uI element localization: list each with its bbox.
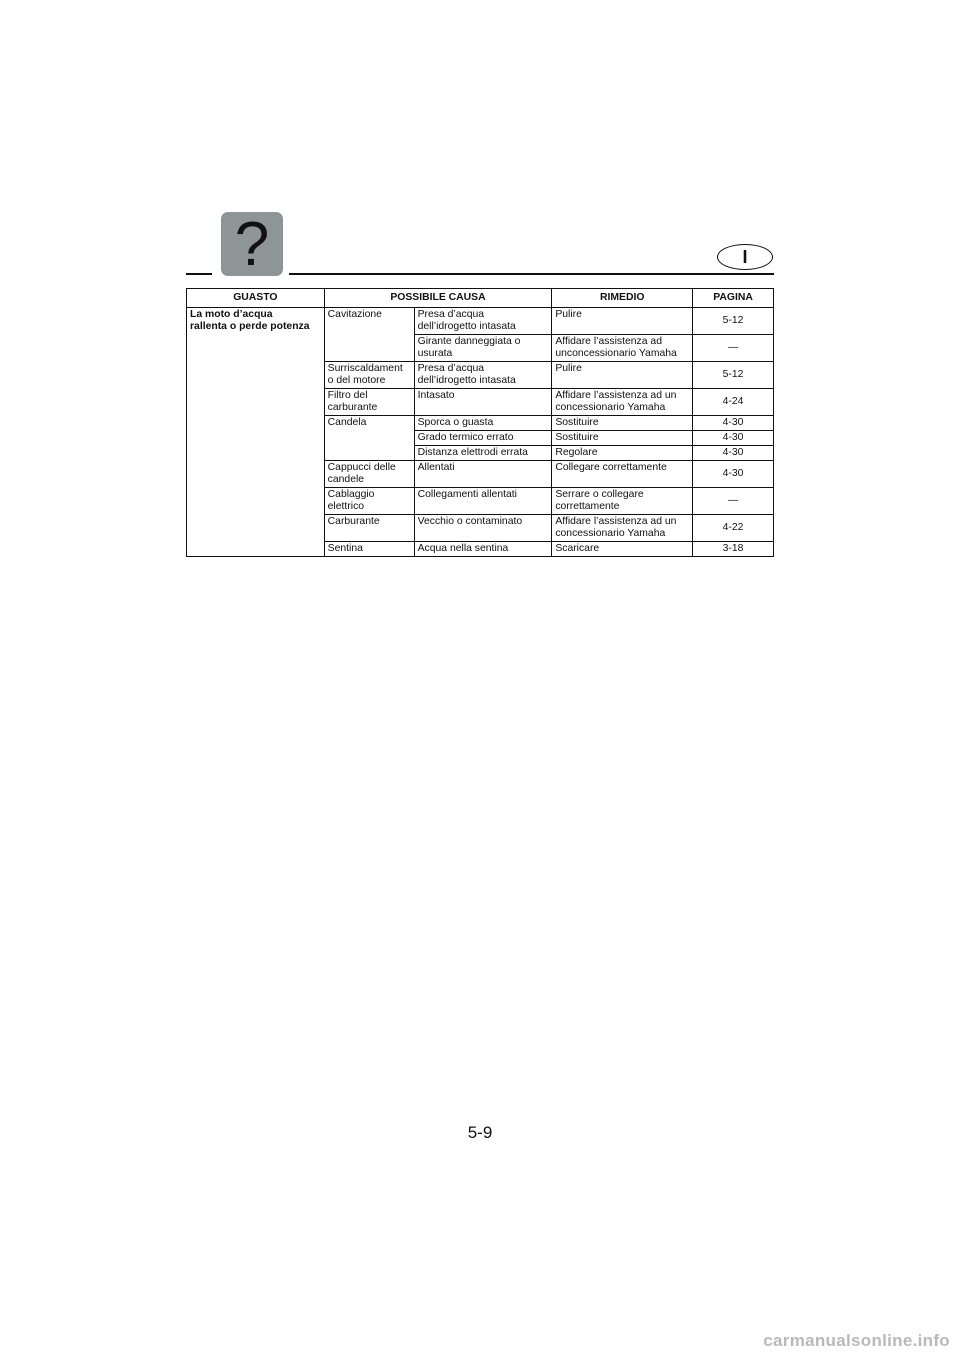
language-badge: I: [717, 244, 773, 270]
cause-cell: Cablaggio elettrico: [324, 488, 414, 515]
table-header-row: [187, 289, 774, 308]
page-cell: 3-18: [693, 542, 774, 557]
cause-detail-cell: Allentati: [414, 461, 552, 488]
page-cell: 5-12: [693, 362, 774, 389]
page-cell: 4-30: [693, 416, 774, 431]
troubleshooting-table: [186, 288, 774, 557]
remedy-cell: Affidare l’assistenza ad unconcessionario Yamaha: [552, 335, 693, 362]
cause-detail-cell: Intasato: [414, 389, 552, 416]
column-header-fault: GUASTO: [187, 289, 325, 308]
remedy-cell: Serrare o collegare correttamente: [552, 488, 693, 515]
header-rule-left: [186, 273, 212, 275]
remedy-cell: Affidare l’assistenza ad un concessionario Yamaha: [552, 389, 693, 416]
cause-cell: Cappucci delle candele: [324, 461, 414, 488]
remedy-cell: Pulire: [552, 308, 693, 335]
cause-cell: Surriscaldament o del motore: [324, 362, 414, 389]
question-mark-glyph: ?: [234, 210, 270, 279]
column-header-remedy: RIMEDIO: [552, 289, 693, 308]
watermark: carmanualsonline.info: [763, 1331, 950, 1350]
cause-cell: Filtro del carburante: [324, 389, 414, 416]
cause-detail-cell: Distanza elettrodi errata: [414, 446, 552, 461]
cause-cell: Sentina: [324, 542, 414, 557]
remedy-cell: Regolare: [552, 446, 693, 461]
table-row: [187, 308, 774, 335]
cause-detail-cell: Grado termico errato: [414, 431, 552, 446]
cause-detail-cell: Collegamenti allentati: [414, 488, 552, 515]
page-cell: 5-12: [693, 308, 774, 335]
cause-detail-cell: Vecchio o contaminato: [414, 515, 552, 542]
remedy-cell: Sostituire: [552, 431, 693, 446]
page-cell: 4-22: [693, 515, 774, 542]
table-body: [187, 308, 774, 557]
question-mark-icon: [221, 210, 283, 279]
header-rule-right: [289, 273, 774, 275]
column-header-cause: POSSIBILE CAUSA: [324, 289, 552, 308]
remedy-cell: Scaricare: [552, 542, 693, 557]
cause-cell: Cavitazione: [324, 308, 414, 362]
remedy-cell: Pulire: [552, 362, 693, 389]
remedy-cell: Sostituire: [552, 416, 693, 431]
cause-detail-cell: Presa d’acqua dell’idrogetto intasata: [414, 362, 552, 389]
page-cell: —: [693, 488, 774, 515]
page-cell: 4-30: [693, 461, 774, 488]
cause-detail-cell: Presa d’acqua dell’idrogetto intasata: [414, 308, 552, 335]
cause-detail-cell: Girante danneggiata o usurata: [414, 335, 552, 362]
cause-cell: Carburante: [324, 515, 414, 542]
page-cell: 4-24: [693, 389, 774, 416]
page-cell: 4-30: [693, 446, 774, 461]
page-cell: —: [693, 335, 774, 362]
cause-detail-cell: Acqua nella sentina: [414, 542, 552, 557]
fault-cell: La moto d’acqua rallenta o perde potenza: [187, 308, 325, 557]
page-cell: 4-30: [693, 431, 774, 446]
cause-detail-cell: Sporca o guasta: [414, 416, 552, 431]
cause-cell: Candela: [324, 416, 414, 461]
column-header-page: PAGINA: [693, 289, 774, 308]
remedy-cell: Affidare l’assistenza ad un concessionario Yamaha: [552, 515, 693, 542]
page-number: 5-9: [467, 1123, 493, 1142]
remedy-cell: Collegare correttamente: [552, 461, 693, 488]
